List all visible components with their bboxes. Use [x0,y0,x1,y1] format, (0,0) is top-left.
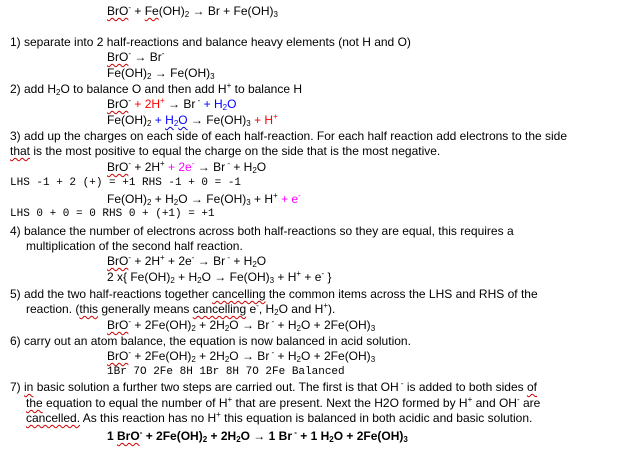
step-6-equation: $BrO^- + 2Fe(OH)_2 + 2H_2O \to Br$ $^- + H_2O + 2Fe(OH)_3$ [107,348,376,364]
step-2-half-2: $Fe(OH)_2 + H_2O \to Fe(OH)_3 + H^+$ [107,112,278,128]
bro-text: BrO [107,4,129,18]
title-equation: $BrO^- + Fe(OH)_2 \to Br + Fe(OH)_3$ [107,3,278,19]
step-7-text-line-1: 7) in basic solution a further two steps are carried out. The first is that OH - is added to both sides of [10,379,537,394]
step-1-text: 1) separate into 2 half-reactions and balance heavy elements (not H and O) [10,35,411,49]
step-2-half-1: BrO- + 2H+ → Br $^- + H_2O$ [107,96,237,112]
step-5-text-line-1: 5) add the two half-reactions together cancelling the common items across the LHS and RHS of the [10,287,538,301]
step-7-text-line-3: cancelled. As this reaction has no H+ this equation is balanced in both acidic and basic solution. [26,410,533,425]
final-balanced-equation: 1 $BrO^- + 2Fe(OH)_2 + 2H_2O \to 1$ Br - + 1 $H_2O + 2Fe(OH)_3$ [107,428,408,444]
step-6-atom-counts: 1Br 7O 2Fe 8H 1Br 8H 7O 2Fe Balanced [107,366,345,378]
step-4-text-line-1: 4) balance the number of electrons across both half-reactions so they are equal, this requires a [10,224,514,238]
step-1-half-2: $Fe(OH)_2 \to Fe(OH)_3$ [107,66,215,81]
step-3-text-line-2: that is the most positive to equal the charge on the side that is the most negative. [10,144,441,158]
step-5-text-line-2: reaction. (this generally means cancelling e-, $H_2O$ and H+). [26,301,336,317]
step-4-half-1: BrO- + 2H+ + 2e- → Br $^- + H_2O$ [107,253,267,269]
step-4-text-line-2: multiplication of the second half reaction. [26,239,243,253]
step-1-half-1: BrO- → Br- [107,49,165,64]
step-3-charge-calc-2: LHS 0 + 0 = 0 RHS 0 + (+1) = +1 [10,208,215,220]
step-7-text-line-2: the equation to equal the number of H+ that are present. Next the H2O formed by H+ and OH- are [26,395,541,410]
step-3-half-1: BrO- + 2H+ + 2e- → Br $^- + H_2O$ [107,159,267,175]
step-3-charge-calc-1: LHS -1 + 2 (+) = +1 RHS -1 + 0 = -1 [10,177,242,189]
step-6-text: 6) carry out an atom balance, the equation is now balanced in acid solution. [10,334,411,348]
step-4-half-2: 2 x{ $Fe(OH)_2 + H_2O \to Fe(OH)_3 + H^+ + e^-$ } [107,269,332,285]
step-5-combined-equation: $BrO^- + 2Fe(OH)_2 + 2H_2O \to Br$ $^- + H_2O + 2Fe(OH)_3$ [107,317,376,333]
step-3-half-2: $Fe(OH)_2 + H_2O \to Fe(OH)_3 + H^+ + e^-$ [107,191,301,207]
step-2-text: 2) add $H_2O$ to balance O and then add H+ to balance H [10,81,302,97]
step-3-text-line-1: 3) add up the charges on each side of each half-reaction. For each half reaction add electrons to the side [10,129,568,143]
